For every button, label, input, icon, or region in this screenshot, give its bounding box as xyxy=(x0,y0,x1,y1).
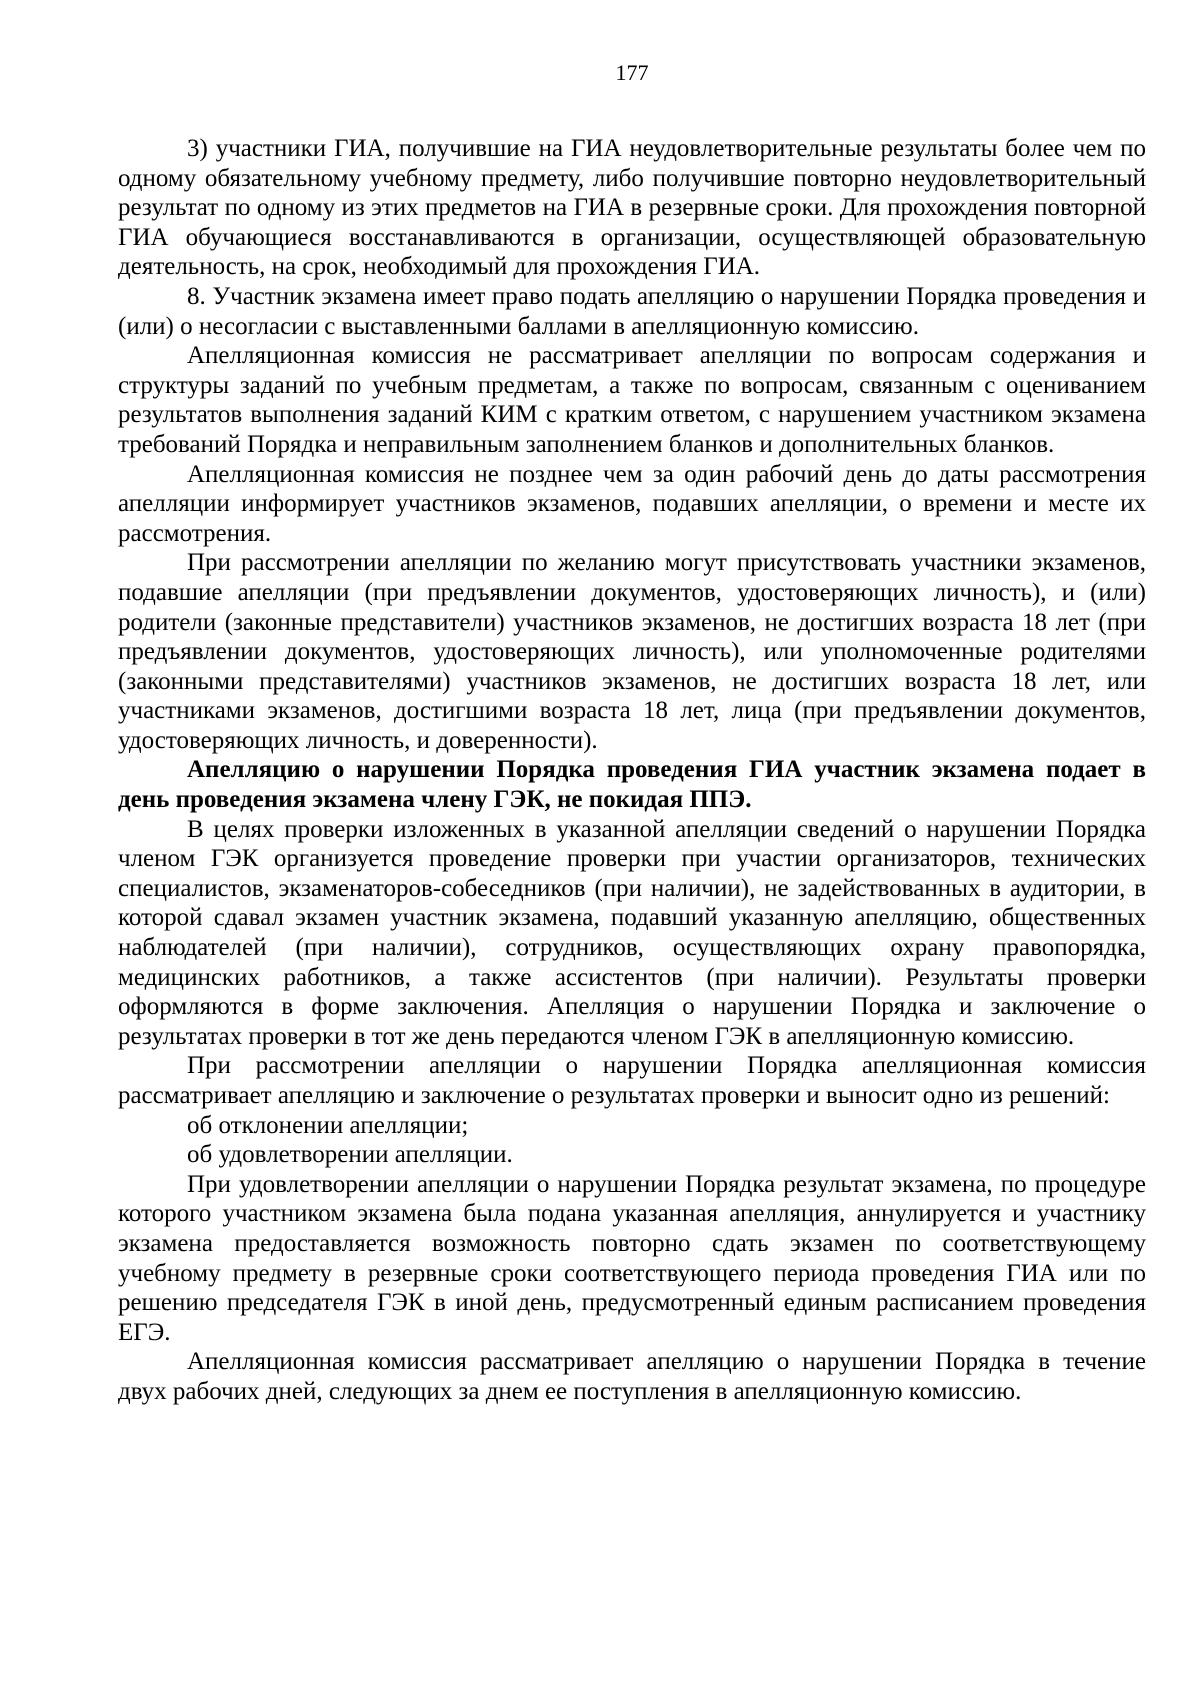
paragraph-appeal-decision: При рассмотрении апелляции о нарушении Порядка апелляционная комиссия рассматривает апелляцию и заключение о результатах проверки и выносит одно из решений: xyxy=(118,1052,1146,1109)
paragraph-appeal-notice: Апелляционная комиссия не позднее чем за один рабочий день до даты рассмотрения апелляции информирует участников экзаменов, подавших апелляции, о времени и месте их рассмотрения. xyxy=(118,460,1146,547)
paragraph-appeal-verification: В целях проверки изложенных в указанной апелляции сведений о нарушении Порядка членом ГЭК организуется проведение проверки при участии организаторов, технических специалистов, экзаменаторов-собеседников (при наличии), не задействованных в аудитории, в которой сдавал экзамен участник экзамена, подавший указанную апелляцию, общественных наблюдателей (при наличии), сотрудников, осуществляющих охрану правопорядка, медицинских работников, а также ассистентов (при наличии). Результаты проверки оформляются в форме заключения. Апелляция о нарушении Порядка и заключение о результатах проверки в тот же день передаются членом ГЭК в апелляционную комиссию. xyxy=(118,815,1146,1050)
paragraph-review-deadline: Апелляционная комиссия рассматривает апелляцию о нарушении Порядка в течение двух рабочих дней, следующих за днем ее поступления в апелляционную комиссию. xyxy=(118,1348,1146,1405)
paragraph-accept-result: При удовлетворении апелляции о нарушении Порядка результат экзамена, по процедуре которого участником экзамена была подана указанная апелляция, аннулируется и участнику экзамена предоставляется возможность повторно сдать экзамен по соответствующему учебному предмету в резервные сроки соответствующего периода проведения ГИА или по решению председателя ГЭК в иной день, предусмотренный единым расписанием проведения ЕГЭ. xyxy=(118,1170,1146,1346)
paragraph-decision-reject: об отклонении апелляции; xyxy=(187,1111,469,1139)
page-number: 177 xyxy=(615,60,649,85)
paragraph-decision-accept: об удовлетворении апелляции. xyxy=(187,1141,513,1169)
paragraph-appeal-attendance: При рассмотрении апелляции по желанию могут присутствовать участники экзаменов, подавшие апелляции (при предъявлении документов, удостоверяющих личность), и (или) родители (законные представители) участников экзаменов, не достигших возраста 18 лет (при предъявлении документов, удостоверяющих личность), или уполномоченные родителями (законными представителями) участников экзаменов, не достигших возраста 18 лет, или участниками экзаменов, достигшими возраста 18 лет, лица (при предъявлении документов, удостоверяющих личность, и доверенности). xyxy=(118,549,1146,754)
paragraph-section-8: 8. Участник экзамена имеет право подать апелляцию о нарушении Порядка проведения и (или) о несогласии с выставленными баллами в апелляционную комиссию. xyxy=(118,282,1146,340)
paragraph-item-3: 3) участники ГИА, получившие на ГИА неудовлетворительные результаты более чем по одному обязательному учебному предмету, либо получившие повторно неудовлетворительный результат по одному из этих предметов на ГИА в резервные сроки. Для прохождения повторной ГИА обучающиеся восстанавливаются в организации, осуществляющей образовательную деятельность, на срок, необходимый для прохождения ГИА. xyxy=(118,135,1146,281)
paragraph-appeal-scope: Апелляционная комиссия не рассматривает апелляции по вопросам содержания и структуры заданий по учебным предметам, а также по вопросам, связанным с оцениванием результатов выполнения заданий КИМ с кратким ответом, с нарушением участником экзамена требований Порядка и неправильным заполнением бланков и дополнительных бланков. xyxy=(118,342,1146,458)
document-page xyxy=(118,58,1146,1407)
paragraph-appeal-submission: Апелляцию о нарушении Порядка проведения ГИА участник экзамена подает в день проведения экзамена члену ГЭК, не покидая ППЭ. xyxy=(118,756,1146,814)
